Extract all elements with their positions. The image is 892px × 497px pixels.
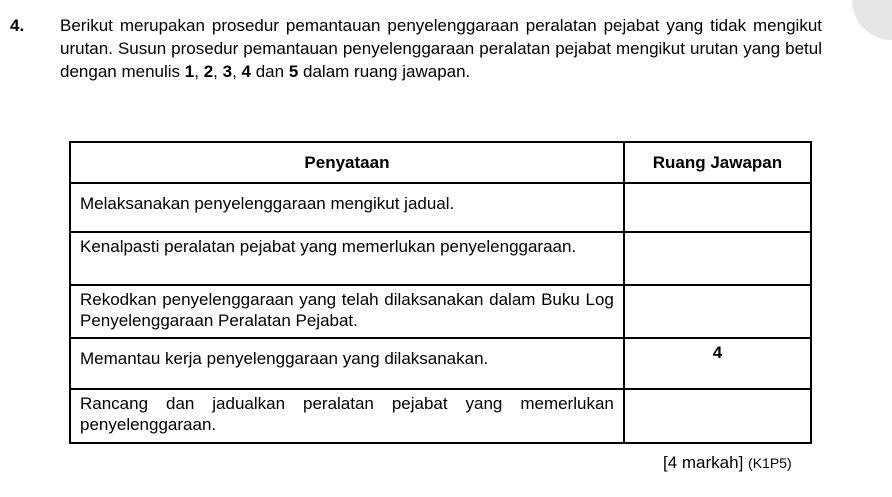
- order-number-4: 4: [241, 62, 251, 81]
- separator-4: dan: [251, 62, 289, 81]
- question-text: [60, 14, 822, 83]
- table-row: [70, 285, 811, 338]
- answer-table: [69, 141, 812, 444]
- question-number: 4.: [10, 16, 25, 35]
- table-row: [70, 232, 811, 285]
- order-number-5: 5: [288, 62, 299, 81]
- marks-value: [4 markah]: [663, 453, 744, 472]
- answer-cell[interactable]: 4: [624, 338, 811, 389]
- header-ruang-jawapan: Ruang Jawapan: [624, 142, 811, 183]
- corner-decoration: [852, 0, 892, 40]
- statement-cell: Memantau kerja penyelenggaraan yang dilaksanakan.: [70, 338, 624, 389]
- statement-cell: Rekodkan penyelenggaraan yang telah dilaksanakan dalam Buku Log Penyelenggaraan Peralatan Pejabat.: [70, 285, 624, 338]
- separator-2: ,: [213, 62, 223, 81]
- order-number-2: 2: [203, 62, 214, 81]
- table-row: [70, 338, 811, 389]
- statement-cell: Rancang dan jadualkan peralatan pejabat yang memerlukan penyelenggaraan.: [70, 389, 624, 443]
- order-number-1: 1: [184, 62, 195, 81]
- marks-label: [663, 451, 792, 475]
- table-row: [70, 389, 811, 443]
- table-row: [70, 183, 811, 232]
- answer-cell[interactable]: [624, 232, 811, 285]
- answer-cell[interactable]: [624, 389, 811, 443]
- order-number-3: 3: [222, 62, 233, 81]
- separator-1: ,: [194, 62, 204, 81]
- answer-cell[interactable]: [624, 183, 811, 232]
- marks-code: (K1P5): [748, 455, 792, 471]
- separator-3: ,: [232, 62, 242, 81]
- statement-cell: Kenalpasti peralatan pejabat yang memerlukan penyelenggaraan.: [70, 232, 624, 285]
- header-penyataan: Penyataan: [70, 142, 624, 183]
- question-text-part2: dalam ruang jawapan.: [298, 62, 471, 81]
- answer-cell[interactable]: [624, 285, 811, 338]
- question-text-part1: Berikut merupakan prosedur pemantauan penyelenggaraan peralatan pejabat yang tidak mengikut urutan. Susun prosedur pemantauan penyelenggaraan peralatan pejabat mengikut urutan yang betul dengan menulis: [60, 16, 822, 81]
- table-header-row: [70, 142, 811, 183]
- statement-cell: Melaksanakan penyelenggaraan mengikut jadual.: [70, 183, 624, 232]
